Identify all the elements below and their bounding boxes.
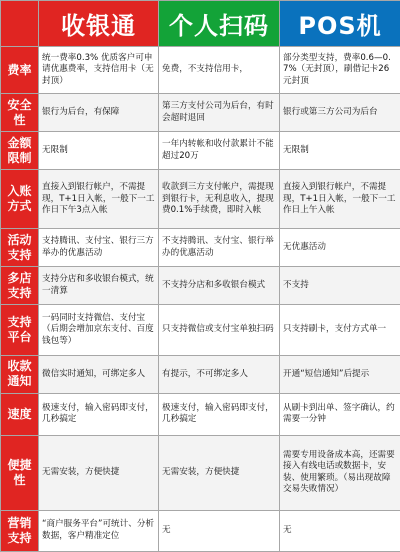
cell-shouyintong: 支持分店和多收银台模式，统一清算 (39, 267, 159, 305)
cell-pos-machine: 无限制 (280, 132, 400, 170)
cell-personal-qr: 极速支付，输入密码即支付，几秒搞定 (159, 393, 280, 435)
cell-pos-machine: 部分类型支持，费率0.6—0.7%（无封顶），刷借记卡26元封顶 (280, 47, 400, 94)
row-multi-store (1, 267, 400, 305)
cell-pos-machine: 无 (280, 510, 400, 551)
cell-shouyintong: “商户服务平台”可统计、分析数据，客户精准定位 (39, 510, 159, 551)
cell-pos-machine: 直接入到银行帐户，不需提现，T+1日入帐，一般下一工作日上午入帐 (280, 170, 400, 229)
row-payment-notice (1, 355, 400, 393)
row-label: 速度 (1, 393, 39, 435)
cell-shouyintong: 极速支付，输入密码即支付，几秒搞定 (39, 393, 159, 435)
header-pos-machine: POS机 (280, 1, 400, 47)
row-promotions (1, 229, 400, 267)
cell-pos-machine: 银行或第三方公司为后台 (280, 94, 400, 132)
row-label: 金额限制 (1, 132, 39, 170)
row-label: 营销支持 (1, 510, 39, 551)
row-security (1, 94, 400, 132)
cell-pos-machine: 不支持 (280, 267, 400, 305)
row-convenience (1, 435, 400, 510)
header-shouyintong: 收银通 (39, 1, 159, 47)
row-amount-limit (1, 132, 400, 170)
row-label: 安全性 (1, 94, 39, 132)
row-fee-rate (1, 47, 400, 94)
cell-personal-qr: 无需安装，方便快捷 (159, 435, 280, 510)
cell-pos-machine: 从刷卡到出单、签字确认，约需要一分钟 (280, 393, 400, 435)
cell-shouyintong: 无需安装，方便快捷 (39, 435, 159, 510)
row-label: 多店支持 (1, 267, 39, 305)
cell-shouyintong: 微信实时通知，可绑定多人 (39, 355, 159, 393)
cell-personal-qr: 收款到三方支付帐户，需提现到银行卡，无利息收入，提现费0.1%手续费，即时入帐 (159, 170, 280, 229)
row-label: 支持平台 (1, 305, 39, 356)
row-label: 便捷性 (1, 435, 39, 510)
cell-personal-qr: 不支持分店和多收银台模式 (159, 267, 280, 305)
row-label: 收款通知 (1, 355, 39, 393)
cell-personal-qr: 不支持腾讯、支付宝、银行举办的优惠活动 (159, 229, 280, 267)
row-label: 入账方式 (1, 170, 39, 229)
cell-personal-qr: 一年内转帐和收付款累计不能超过20万 (159, 132, 280, 170)
row-platforms (1, 305, 400, 356)
cell-pos-machine: 开通“短信通知”后提示 (280, 355, 400, 393)
cell-personal-qr: 无 (159, 510, 280, 551)
row-speed (1, 393, 400, 435)
row-marketing (1, 510, 400, 551)
header-personal-qr: 个人扫码 (159, 1, 280, 47)
cell-personal-qr: 有提示，不可绑定多人 (159, 355, 280, 393)
cell-pos-machine: 需要专用设备成本高，还需要接入有线电话或数据卡，安装、使用繁琐。（易出现故障交易失败情况） (280, 435, 400, 510)
cell-pos-machine: 无优惠活动 (280, 229, 400, 267)
cell-shouyintong: 银行为后台，有保障 (39, 94, 159, 132)
header-row (1, 1, 400, 47)
cell-shouyintong: 直接入到银行帐户，不需提现，T+1日入帐，一般下一工作日下午3点入帐 (39, 170, 159, 229)
cell-pos-machine: 只支持刷卡，支付方式单一 (280, 305, 400, 356)
cell-personal-qr: 免费，不支持信用卡， (159, 47, 280, 94)
cell-personal-qr: 第三方支付公司为后台，有时会超时退回 (159, 94, 280, 132)
header-corner (1, 1, 39, 47)
cell-shouyintong: 支持腾讯、支付宝、银行三方举办的优惠活动 (39, 229, 159, 267)
row-settlement (1, 170, 400, 229)
cell-shouyintong: 无限制 (39, 132, 159, 170)
cell-shouyintong: 一码同时支持微信、支付宝（后期会增加京东支付、百度钱包等） (39, 305, 159, 356)
row-label: 活动支持 (1, 229, 39, 267)
row-label: 费率 (1, 47, 39, 94)
cell-shouyintong: 统一费率0.3% 优质客户可申请优惠费率，支持信用卡（无封顶） (39, 47, 159, 94)
cell-personal-qr: 只支持微信或支付宝单独扫码 (159, 305, 280, 356)
